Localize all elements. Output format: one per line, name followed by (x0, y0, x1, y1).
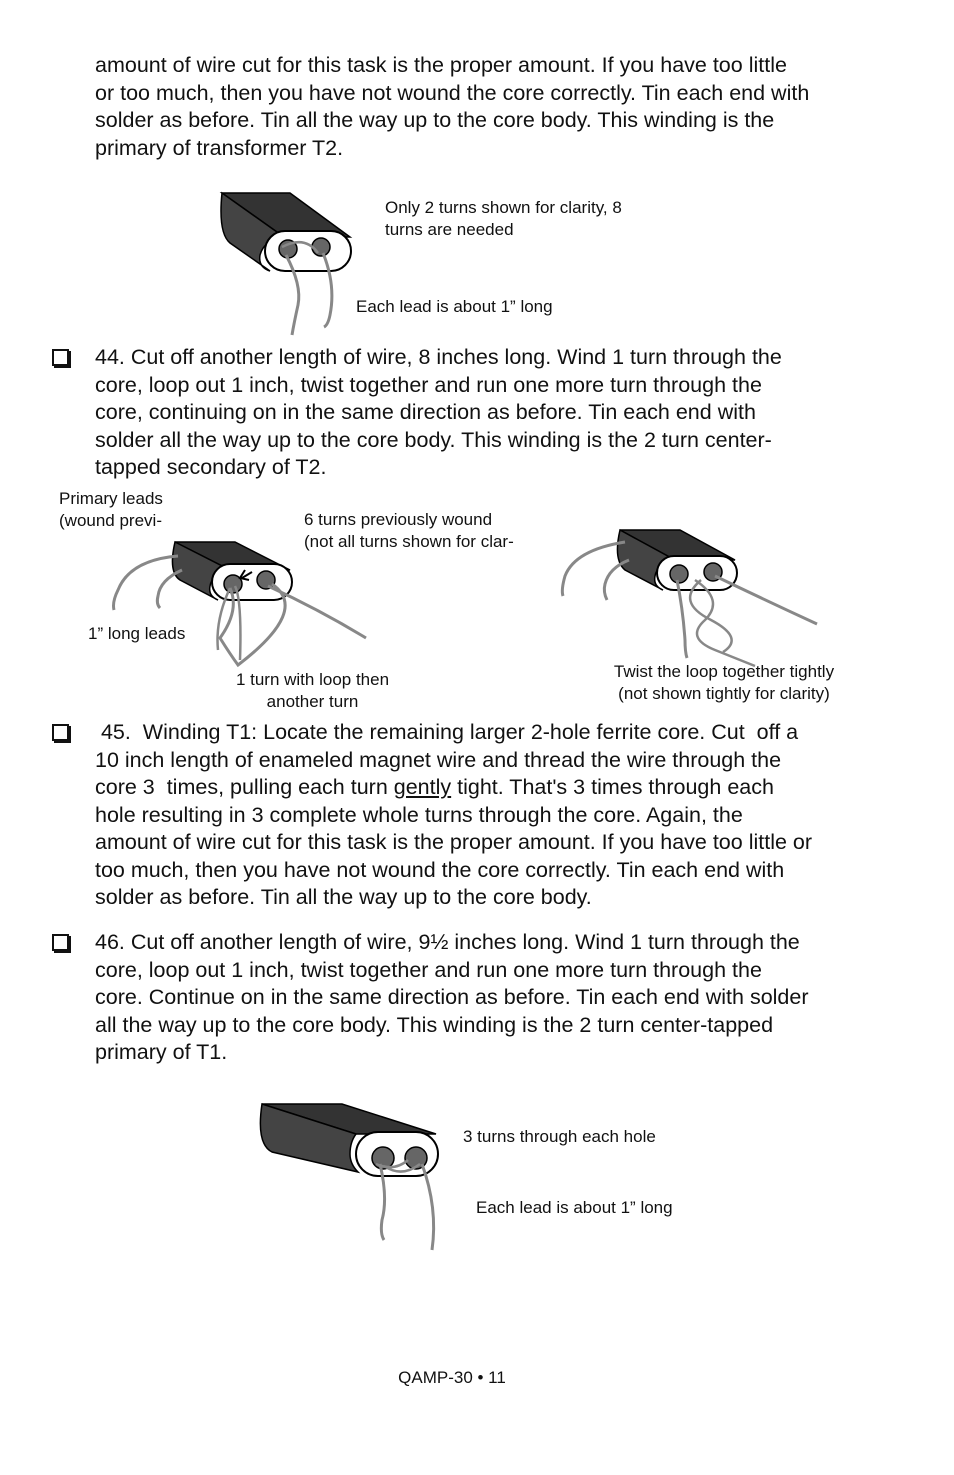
core-illustration-t2-primary (210, 185, 370, 340)
page-footer: QAMP-30 • 11 (398, 1368, 506, 1387)
text-line: solder as before. Tin all the way up to the core body. (95, 885, 592, 909)
text-line: or too much, then you have not wound the core correctly. Tin each end with (95, 80, 810, 105)
caption-primary-leads (59, 488, 163, 532)
text-line: hole resulting in 3 complete whole turns through the core. Again, the (95, 802, 743, 827)
text-line (95, 774, 905, 802)
text-line: too much, then you have not wound the core correctly. Tin each end with (95, 857, 785, 882)
text-line: core, loop out 1 inch, twist together and run one more turn through the (95, 957, 762, 982)
caption-line: another turn (266, 692, 359, 711)
text-line: 44. Cut off another length of wire, 8 inches long. Wind 1 turn through the (95, 345, 782, 369)
step-44-checkbox[interactable] (52, 349, 69, 366)
caption-turns (385, 197, 622, 241)
caption-three-turns: 3 turns through each hole (463, 1127, 656, 1146)
text-line: tapped secondary of T2. (95, 455, 327, 479)
text-segment: tight. That's 3 times through each (451, 775, 774, 799)
core-illustration-t2-twisted-loop (555, 520, 825, 670)
text-line: 46. Cut off another length of wire, 9½ inches long. Wind 1 turn through the (95, 930, 800, 954)
caption-leads: Each lead is about 1” long (356, 297, 553, 316)
caption-line: (not all turns shown for clar- (304, 532, 514, 551)
step-45-checkbox[interactable] (52, 724, 69, 741)
text-line: core. Continue on in the same direction as before. Tin each end with solder (95, 985, 809, 1009)
text-line: core, loop out 1 inch, twist together and run one more turn through the (95, 372, 762, 397)
text-line: 10 inch length of enameled magnet wire and thread the wire through the (95, 747, 782, 772)
caption-line: Twist the loop together tightly (613, 662, 835, 681)
step-45-paragraph (95, 719, 905, 912)
core-illustration-t1 (252, 1098, 442, 1258)
step-46-checkbox[interactable] (52, 934, 69, 951)
caption-line: (not shown tightly for clarity) (618, 684, 830, 703)
text-segment: core 3 times, pulling each turn (95, 775, 394, 799)
text-line: primary of transformer T2. (95, 135, 344, 160)
core-illustration-t2-secondary-loop (100, 530, 380, 670)
caption-leads-t1: Each lead is about 1” long (476, 1198, 673, 1217)
caption-line: (wound previ- (59, 511, 162, 530)
step-44-paragraph (95, 344, 905, 482)
emphasis-gently: gently (393, 775, 452, 799)
step-46-paragraph (95, 929, 905, 1067)
text-line: core, continuing on in the same direction as before. Tin each end with (95, 400, 756, 424)
caption-line: 1 turn with loop then (235, 670, 390, 689)
text-line: primary of T1. (95, 1040, 228, 1064)
caption-line: 6 turns previously wound (304, 510, 493, 529)
caption-one-turn-loop (220, 669, 405, 713)
text-line: solder all the way up to the core body. This winding is the 2 turn center- (95, 427, 772, 452)
caption-twist-loop (590, 661, 858, 705)
text-line: solder as before. Tin all the way up to the core body. This winding is the (95, 108, 775, 132)
caption-line: Primary leads (59, 489, 163, 508)
intro-paragraph (95, 52, 905, 162)
text-line: amount of wire cut for this task is the proper amount. If you have too little or (95, 830, 813, 854)
caption-line: turns are needed (385, 220, 514, 239)
text-line: amount of wire cut for this task is the proper amount. If you have too little (95, 53, 787, 77)
text-line: all the way up to the core body. This winding is the 2 turn center-tapped (95, 1012, 774, 1037)
text-line: 45. Winding T1: Locate the remaining larger 2-hole ferrite core. Cut off a (95, 720, 799, 744)
caption-line: Only 2 turns shown for clarity, 8 (385, 198, 622, 217)
caption-one-inch-leads: 1” long leads (88, 624, 186, 643)
